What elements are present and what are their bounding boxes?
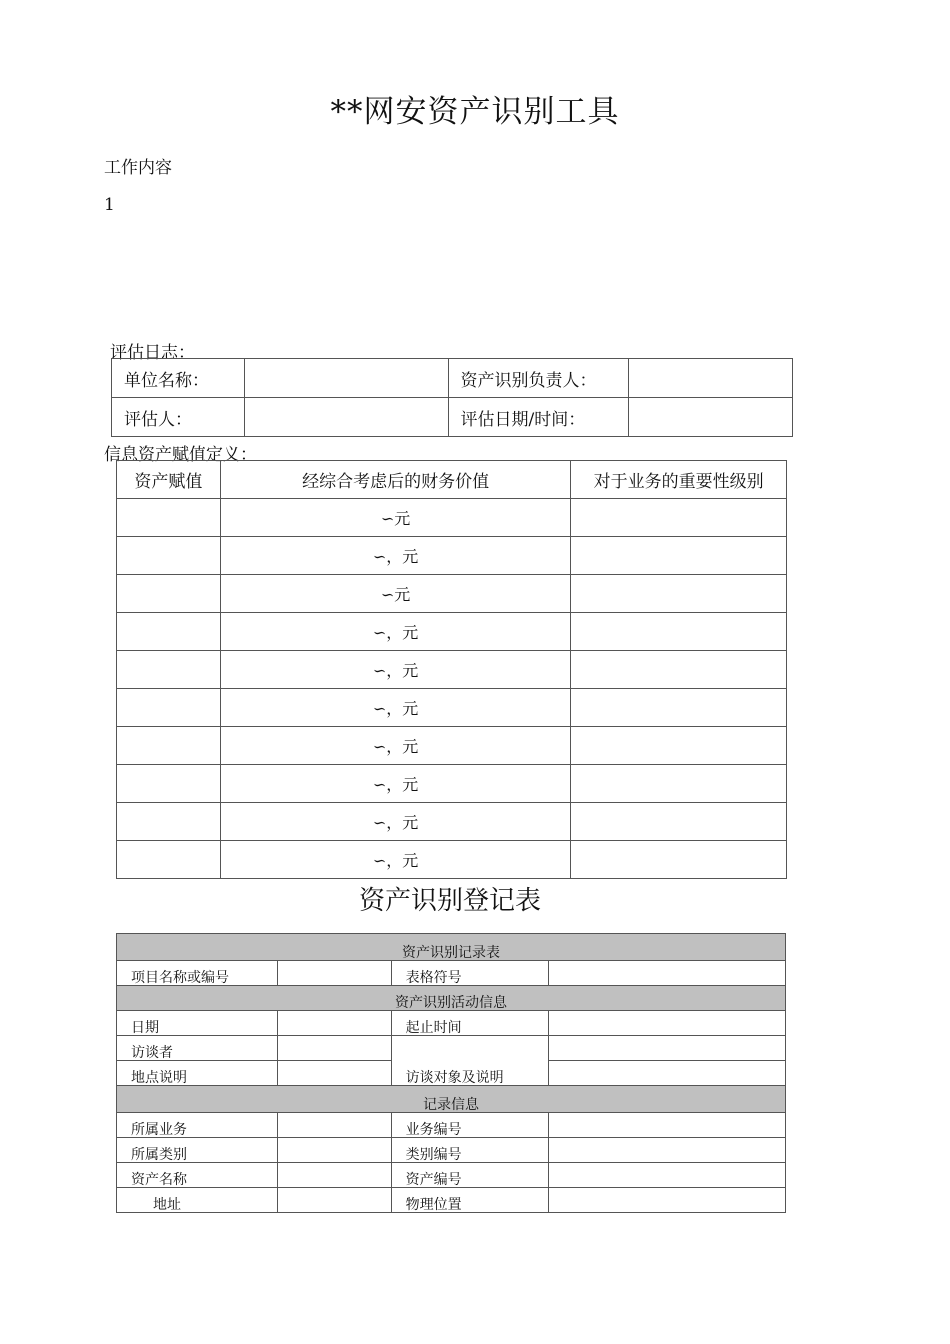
business-no-field[interactable] (549, 1113, 786, 1138)
asset-value-cell[interactable] (117, 575, 221, 613)
address-field[interactable] (277, 1188, 391, 1213)
assessor-field[interactable] (244, 398, 448, 437)
value-def-label: 信息资产赋值定义： (104, 445, 257, 465)
asset-no-field[interactable] (549, 1163, 786, 1188)
date-field[interactable] (277, 1011, 391, 1036)
category-label: 所属类别 (117, 1138, 278, 1163)
finance-cell: ∽，元 (220, 537, 570, 575)
unit-name-field[interactable] (244, 359, 448, 398)
table-row (117, 803, 787, 841)
activity-title: 资产识别活动信息 (117, 986, 786, 1011)
finance-cell: ∽，元 (220, 803, 570, 841)
header-finance-value: 经综合考虑后的财务价值 (220, 461, 570, 499)
finance-cell: ∽，元 (220, 651, 570, 689)
table-row (117, 537, 787, 575)
level-cell[interactable] (571, 651, 787, 689)
finance-cell: ∽，元 (220, 689, 570, 727)
eval-log-label: 评估日志： (110, 343, 195, 363)
business-no-label: 业务编号 (391, 1113, 549, 1138)
location-label: 地点说明 (117, 1061, 278, 1086)
datetime-field[interactable] (629, 398, 793, 437)
table-row (117, 575, 787, 613)
level-cell[interactable] (571, 575, 787, 613)
finance-cell: ∽，元 (220, 765, 570, 803)
register-table (116, 933, 786, 1213)
category-field[interactable] (277, 1138, 391, 1163)
asset-value-cell[interactable] (117, 613, 221, 651)
date-label: 日期 (117, 1011, 278, 1036)
asset-name-field[interactable] (277, 1163, 391, 1188)
asset-value-cell[interactable] (117, 689, 221, 727)
table-row (117, 841, 787, 879)
time-range-field[interactable] (549, 1011, 786, 1036)
form-code-field[interactable] (549, 961, 786, 986)
physical-location-label: 物理位置 (391, 1188, 549, 1213)
asset-value-cell[interactable] (117, 499, 221, 537)
finance-cell: ∽，元 (220, 727, 570, 765)
table-row (117, 613, 787, 651)
eval-log-table (111, 358, 793, 437)
asset-no-label: 资产编号 (391, 1163, 549, 1188)
value-def-table (116, 460, 787, 879)
level-cell[interactable] (571, 689, 787, 727)
asset-value-cell[interactable] (117, 841, 221, 879)
finance-cell: ∽，元 (220, 613, 570, 651)
asset-name-label: 资产名称 (117, 1163, 278, 1188)
table-row (117, 689, 787, 727)
asset-value-cell[interactable] (117, 765, 221, 803)
interviewee-label: 访谈对象及说明 (391, 1036, 549, 1086)
header-asset-value: 资产赋值 (117, 461, 221, 499)
address-label: 地址 (117, 1188, 278, 1213)
register-title: 资产识别登记表 (358, 886, 541, 916)
finance-cell: ∽元 (220, 499, 570, 537)
work-content-label: 工作内容 (104, 158, 172, 178)
record-table-title: 资产识别记录表 (117, 934, 786, 961)
datetime-label: 评估日期/时间： (448, 398, 629, 437)
interviewer-label: 访谈者 (117, 1036, 278, 1061)
work-content-value: 1 (104, 195, 115, 215)
owner-field[interactable] (629, 359, 793, 398)
asset-value-cell[interactable] (117, 803, 221, 841)
interviewee-note-field[interactable] (549, 1061, 786, 1086)
category-no-label: 类别编号 (391, 1138, 549, 1163)
form-code-label: 表格符号 (391, 961, 549, 986)
business-label: 所属业务 (117, 1113, 278, 1138)
page-title: **网安资产识别工具 (330, 94, 620, 130)
table-row (117, 651, 787, 689)
level-cell[interactable] (571, 499, 787, 537)
level-cell[interactable] (571, 613, 787, 651)
project-field[interactable] (277, 961, 391, 986)
owner-label: 资产识别负责人： (448, 359, 629, 398)
table-row (117, 765, 787, 803)
table-row (117, 499, 787, 537)
asset-value-cell[interactable] (117, 651, 221, 689)
finance-cell: ∽元 (220, 575, 570, 613)
level-cell[interactable] (571, 803, 787, 841)
unit-name-label: 单位名称： (112, 359, 245, 398)
table-row (117, 727, 787, 765)
business-field[interactable] (277, 1113, 391, 1138)
time-range-label: 起止时间 (391, 1011, 549, 1036)
header-importance-level: 对于业务的重要性级别 (571, 461, 787, 499)
level-cell[interactable] (571, 841, 787, 879)
finance-cell: ∽，元 (220, 841, 570, 879)
location-field[interactable] (277, 1061, 391, 1086)
level-cell[interactable] (571, 537, 787, 575)
project-label: 项目名称或编号 (117, 961, 278, 986)
level-cell[interactable] (571, 765, 787, 803)
asset-value-cell[interactable] (117, 537, 221, 575)
category-no-field[interactable] (549, 1138, 786, 1163)
physical-location-field[interactable] (549, 1188, 786, 1213)
assessor-label: 评估人： (112, 398, 245, 437)
interviewer-field[interactable] (277, 1036, 391, 1061)
interviewee-field[interactable] (549, 1036, 786, 1061)
asset-value-cell[interactable] (117, 727, 221, 765)
record-info-title: 记录信息 (117, 1086, 786, 1113)
level-cell[interactable] (571, 727, 787, 765)
